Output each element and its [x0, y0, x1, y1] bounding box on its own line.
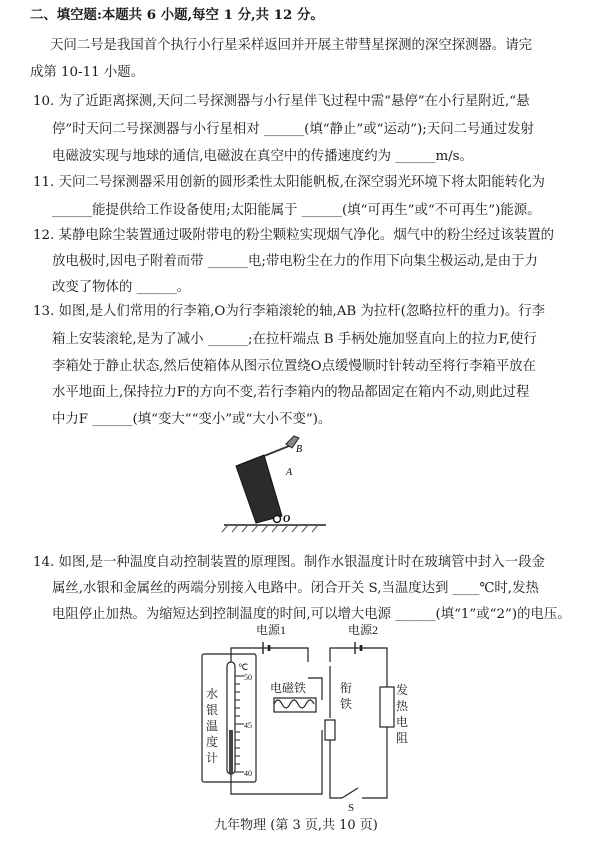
heater-resistor [380, 687, 394, 727]
wire-top-right [330, 648, 387, 687]
q13-line-3: 李箱处于静止状态,然后使箱体从图示位置绕O点缓慢顺时针转动至将行李箱平放在 [52, 359, 536, 374]
q11-line-1: 11. 天问二号探测器采用创新的圆形柔性太阳能帆板,在深空弱光环境下将太阳能转化为 [33, 175, 545, 190]
luggage-figure [220, 432, 330, 537]
q10-line-2: 停”时天问二号探测器与小行星相对 ______(填“静止”或“运动”);天问二号通过发射 [52, 122, 534, 137]
wire-right-down [362, 727, 387, 798]
thermometer-char-2: 银 [206, 703, 219, 717]
label-a: A [286, 467, 293, 478]
handle-rod [264, 446, 289, 456]
heater-char-4: 阻 [396, 731, 409, 745]
contact-block [325, 720, 335, 740]
electromagnet-label: 电磁铁 [270, 681, 307, 695]
thermometer-char-5: 计 [206, 751, 219, 765]
circuit-diagram [190, 622, 420, 812]
electromagnet-coil [274, 700, 314, 708]
power2-label: 电源2 [348, 623, 379, 637]
q13-line-4: 水平地面上,保持拉力F的方向不变,若行李箱内的物品都固定在箱内不动,则此过程 [52, 385, 530, 400]
power1-label: 电源1 [256, 623, 287, 637]
label-o: O [283, 514, 291, 525]
q12-line-2: 放电极时,因电子附着而带 ______电;带电粉尘在力的作用下向集尘极运动,是由于力 [52, 254, 538, 269]
heater-char-1: 发 [396, 683, 409, 697]
tick-45: 45 [244, 721, 252, 730]
wire-bottom-right [330, 740, 342, 798]
q14-line-2: 属丝,水银和金属丝的两端分别接入电路中。闭合开关 S,当温度达到 ____℃时,发热 [52, 581, 539, 596]
q14-line-3: 电阻停止加热。为缩短达到控制温度的时间,可以增大电源 ______(填“1”或“2”)的电压。 [52, 607, 571, 622]
intro-line-2: 成第 10-11 小题。 [30, 65, 145, 80]
page-footer: 九年物理 (第 3 页,共 10 页) [214, 818, 378, 833]
switch-label: S [348, 802, 355, 812]
thermometer-char-3: 温 [206, 719, 219, 733]
thermometer-char-1: 水 [206, 687, 219, 701]
q10-line-1: 10. 为了近距离探测,天问二号探测器与小行星伴飞过程中需“悬停”在小行星附近,“悬 [33, 94, 530, 109]
armature-char-1: 衔 [340, 681, 353, 695]
intro-line-1: 天问二号是我国首个执行小行星采样返回并开展主带彗星探测的深空探测器。请完 [50, 38, 533, 53]
q11-line-2: ______能提供给工作设备使用;太阳能属于 ______(填“可再生”或“不可再生”)能源。 [52, 203, 541, 218]
wire-coil-top [308, 678, 322, 700]
q13-line-2: 箱上安装滚轮,是为了减小 ______;在拉杆端点 B 手柄处施加竖直向上的拉力F,使行 [52, 332, 537, 347]
q12-line-3: 改变了物体的 ______。 [52, 280, 191, 295]
thermometer-char-4: 度 [206, 735, 219, 749]
q13-line-1: 13. 如图,是人们常用的行李箱,O为行李箱滚轮的轴,AB 为拉杆(忽略拉杆的重力)。行李 [33, 304, 546, 319]
heater-char-3: 电 [396, 715, 409, 729]
q13-line-5: 中力F ______(填“变大”“变小”或“大小不变”)。 [52, 412, 332, 427]
switch-lever [342, 788, 358, 798]
label-b: B [296, 444, 303, 455]
q14-line-1: 14. 如图,是一种温度自动控制装置的原理图。制作水银温度计时在玻璃管中封入一段金 [33, 555, 545, 570]
tick-40: 40 [244, 769, 252, 778]
mercury-column [229, 730, 233, 774]
luggage-body [236, 455, 282, 523]
armature-char-2: 铁 [340, 697, 353, 711]
section-header: 二、填空题:本题共 6 小题,每空 1 分,共 12 分。 [30, 7, 324, 23]
heater-char-2: 热 [396, 699, 409, 713]
wire-bottom-left [231, 730, 322, 794]
unit-label: ℃ [238, 662, 249, 672]
q10-line-3: 电磁波实现与地球的通信,电磁波在真空中的传播速度约为 ______m/s。 [52, 149, 473, 164]
q12-line-1: 12. 某静电除尘装置通过吸附带电的粉尘颗粒实现烟气净化。烟气中的粉尘经过该装置的 [33, 228, 555, 243]
wheel [274, 516, 281, 523]
tick-50: 50 [244, 673, 252, 682]
